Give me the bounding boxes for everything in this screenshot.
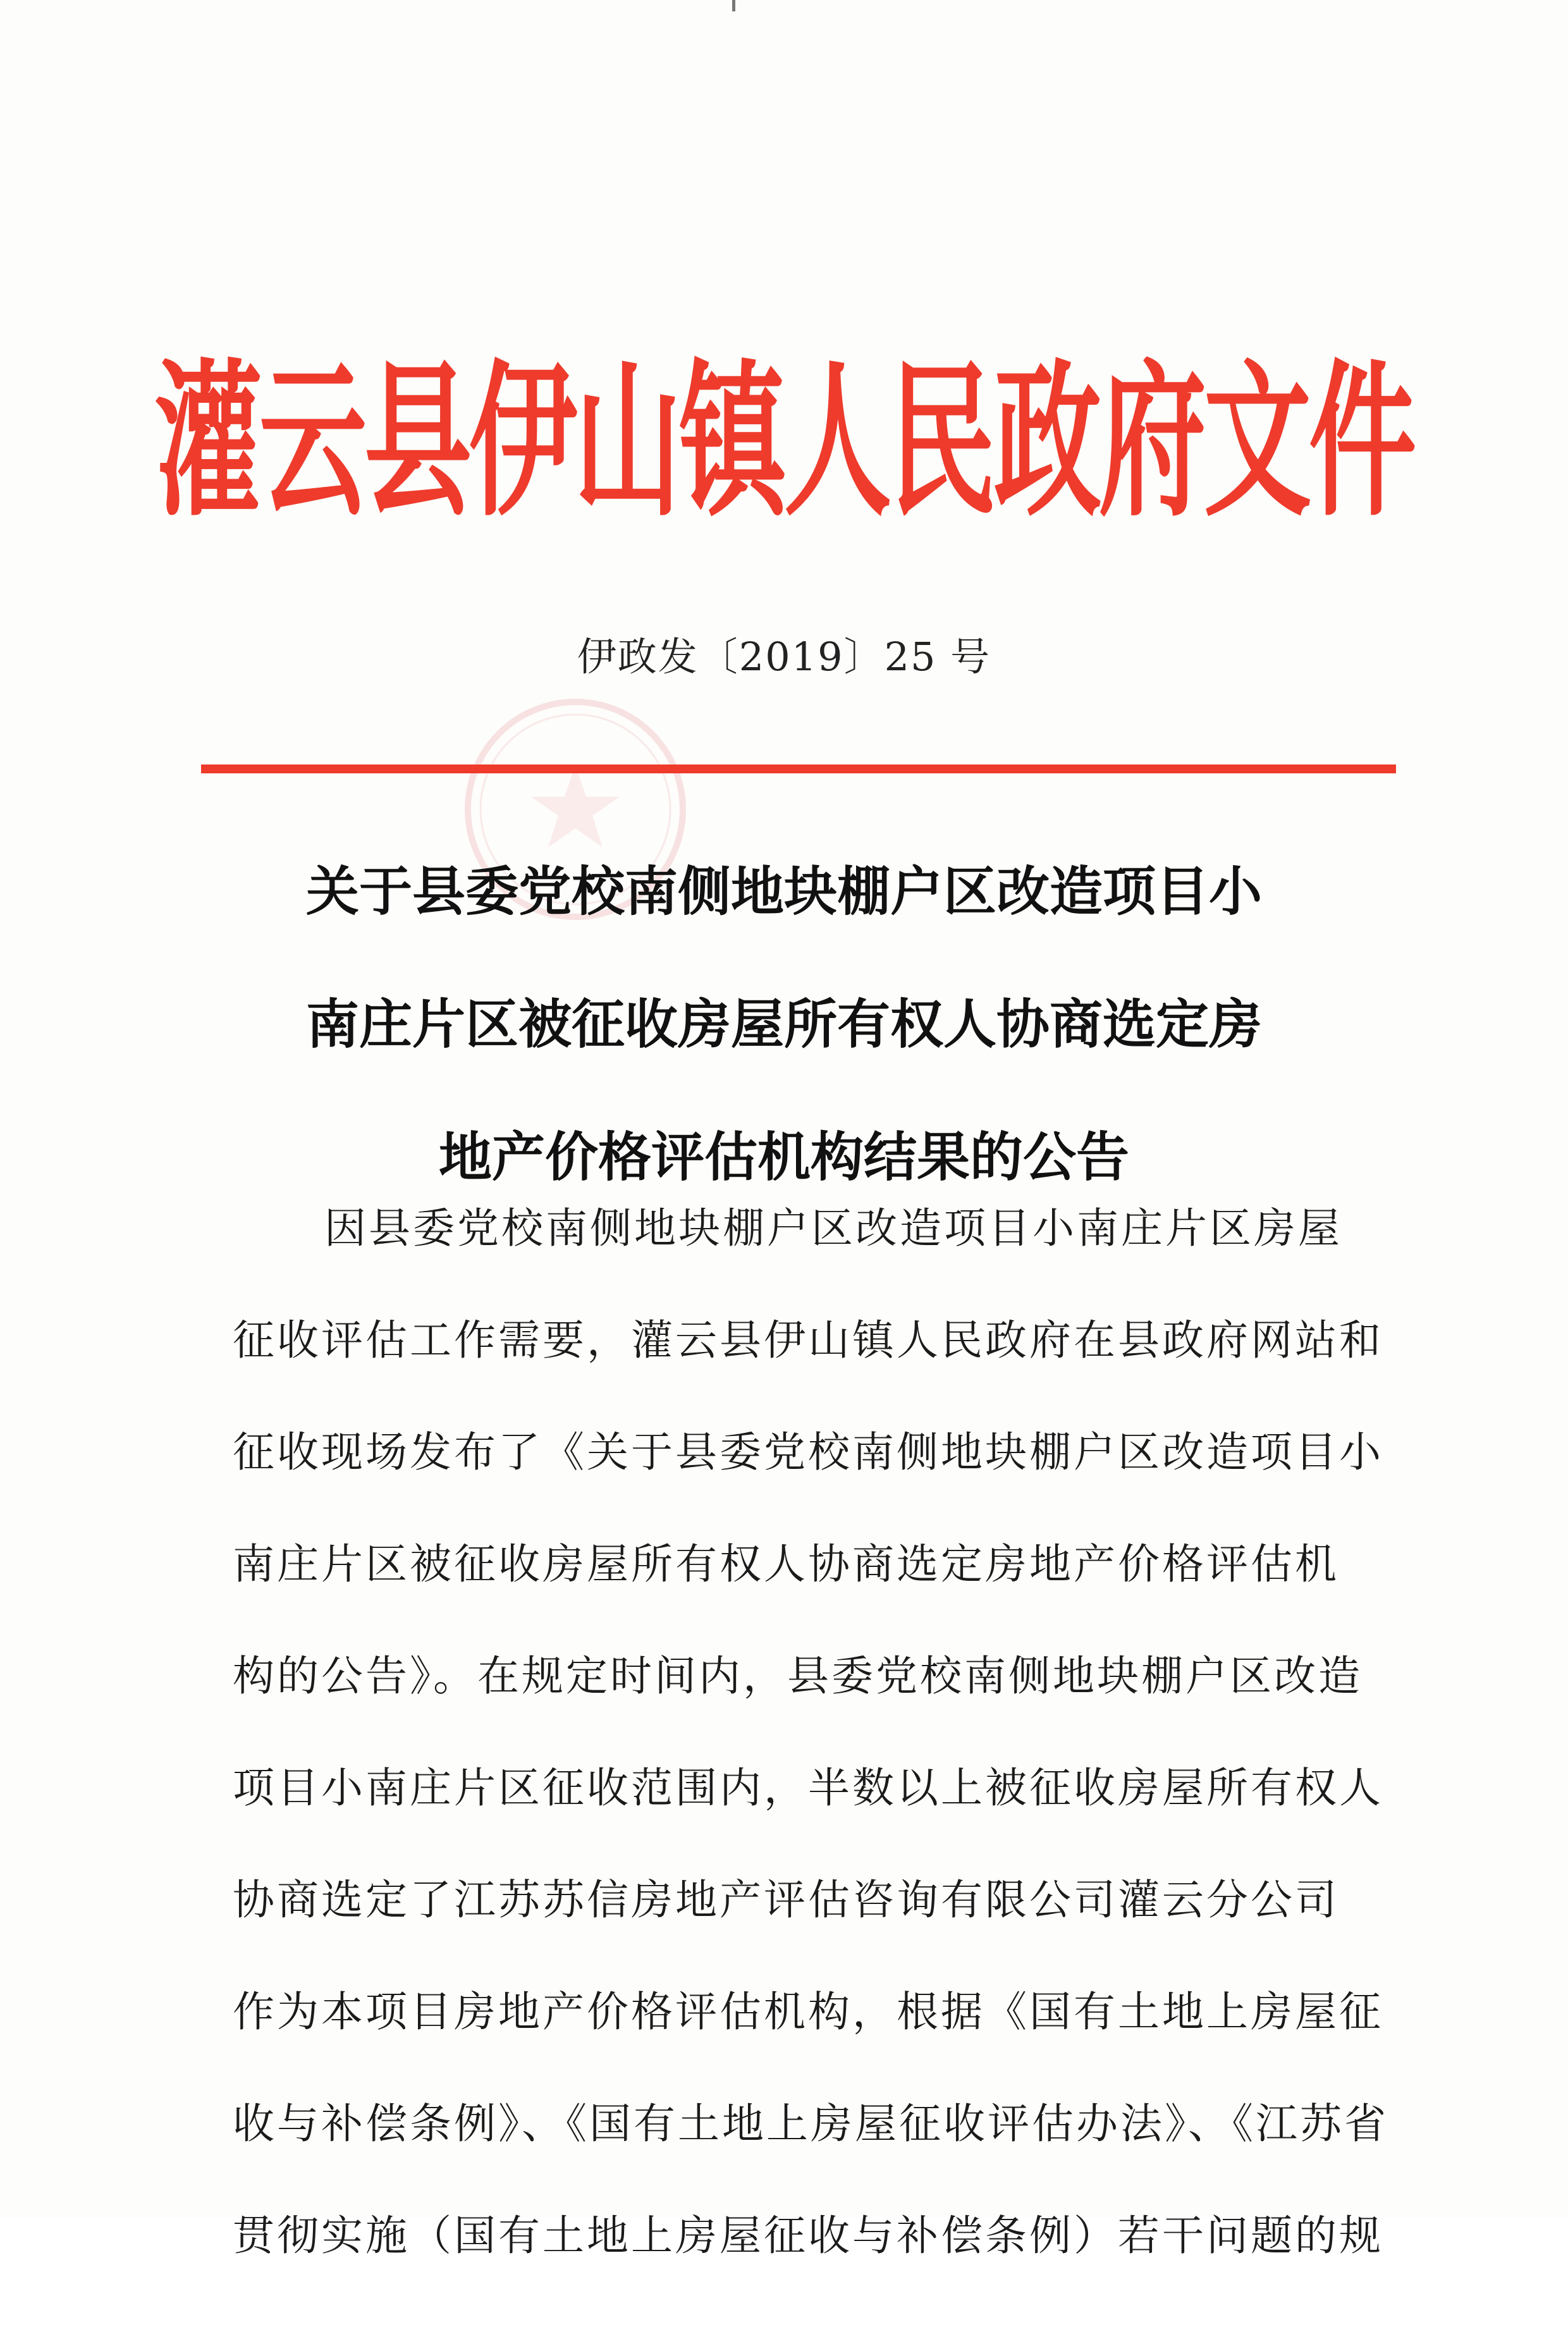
body-line: 项目小南庄片区征收范围内，半数以上被征收房屋所有权人 bbox=[233, 1764, 1383, 1812]
body-line: 因县委党校南侧地块棚户区改造项目小南庄片区房屋 bbox=[324, 1204, 1342, 1253]
notice-body bbox=[233, 1204, 1388, 2327]
body-line: 贯彻实施（国有土地上房屋征收与补偿条例）若干问题的规 bbox=[233, 2211, 1383, 2260]
body-line: 征收现场发布了《关于县委党校南侧地块棚户区改造项目小 bbox=[233, 1428, 1383, 1477]
body-line: 作为本项目房地产价格评估机构，根据《国有土地上房屋征 bbox=[233, 1987, 1383, 2036]
title-line: 地产价格评估机构结果的公告 bbox=[438, 1126, 1129, 1188]
binding-mark bbox=[732, 0, 735, 11]
masthead-title: 灌云县伊山镇人民政府文件 bbox=[154, 345, 1414, 540]
body-line: 收与补偿条例》、《国有土地上房屋征收评估办法》、《江苏省 bbox=[233, 2099, 1388, 2148]
masthead bbox=[154, 335, 1414, 550]
body-line: 协商选定了江苏苏信房地产评估咨询有限公司灌云分公司 bbox=[233, 1876, 1339, 1924]
document-number: 伊政发〔2019〕25 号 bbox=[577, 634, 991, 680]
body-line: 构的公告》。在规定时间内，县委党校南侧地块棚户区改造 bbox=[233, 1652, 1363, 1700]
body-line: 南庄片区被征收房屋所有权人协商选定房地产价格评估机 bbox=[233, 1540, 1339, 1588]
red-divider-line bbox=[201, 764, 1396, 773]
title-line: 关于县委党校南侧地块棚户区改造项目小 bbox=[305, 861, 1262, 923]
body-line: 征收评估工作需要，灌云县伊山镇人民政府在县政府网站和 bbox=[233, 1316, 1383, 1365]
title-line: 南庄片区被征收房屋所有权人协商选定房 bbox=[305, 993, 1262, 1055]
